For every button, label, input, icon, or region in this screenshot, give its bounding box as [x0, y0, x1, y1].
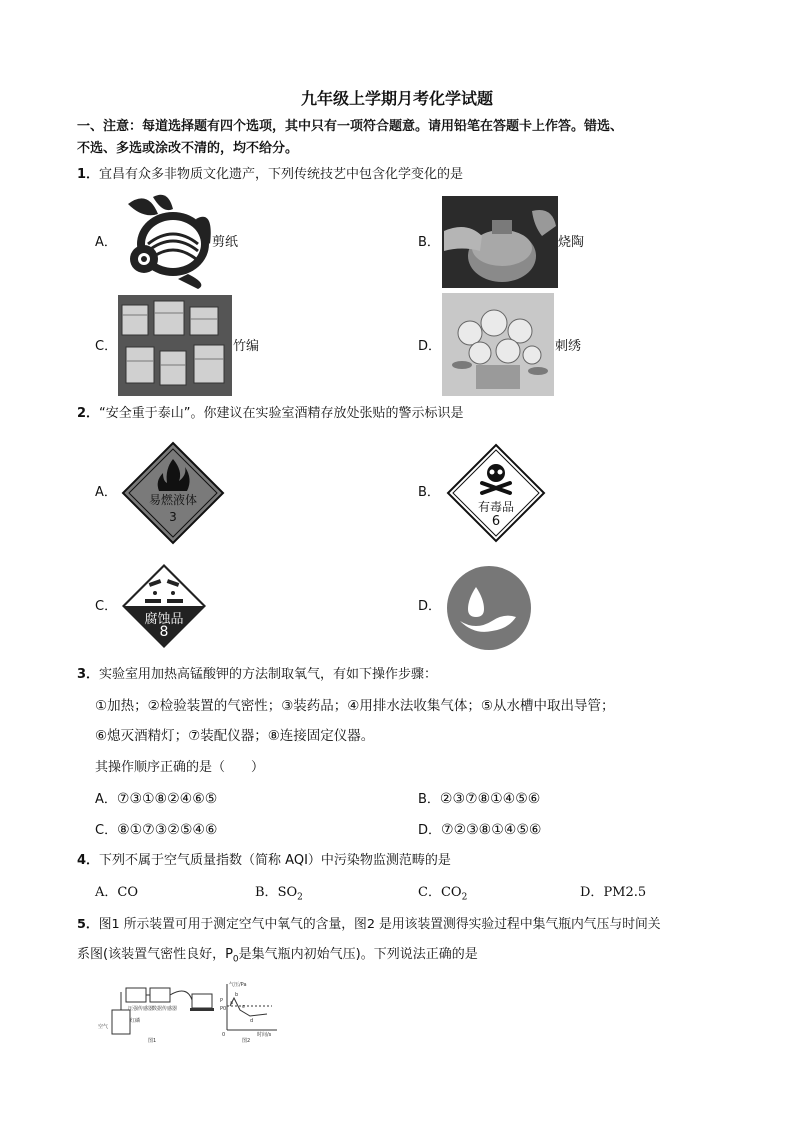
experiment-figure — [92, 980, 282, 1044]
section-instructions-line1: 一、注意：每道选择题有四个选项，其中只有一项符合题意。请用铅笔在答题卡上作答。错选、 — [77, 119, 624, 134]
figure-2-p0: P0 — [220, 1006, 227, 1012]
option-letter-c: C． — [95, 599, 118, 614]
option-text-b: 烧陶 — [558, 235, 585, 250]
question-1-stem — [77, 166, 463, 184]
figure-2-point-b: b — [235, 992, 239, 998]
toxic-code: 6 — [491, 514, 501, 529]
figure-2-point-a: a — [230, 1000, 234, 1006]
embroidery-image — [442, 293, 554, 396]
option-a: A．CO — [95, 885, 138, 900]
corrosive-label: 腐蚀品 — [144, 612, 184, 627]
option-letter-b: B． — [418, 235, 440, 250]
option-letter-a: A． — [95, 235, 117, 250]
figure-label-pressure-sensor: 压强传感器 — [128, 1006, 154, 1012]
flammable-liquid-code: 3 — [169, 510, 177, 524]
option-letter-d: D． — [418, 599, 442, 614]
section-instructions-line2: 不选、多选或涂改不清的，均不给分。 — [77, 141, 299, 156]
option-letter-b: B． — [418, 485, 440, 500]
question-2-stem — [77, 405, 464, 423]
question-text: 图1 所示装置可用于测定空气中氧气的含量，图2 是用该装置测得实验过程中集气瓶内气压与时间关 — [98, 917, 661, 932]
question-text: “安全重于泰山”。你建议在实验室酒精存放处张贴的警示标识是 — [99, 406, 464, 421]
figure-1-caption: 图1 — [148, 1038, 157, 1044]
question-number: 2． — [77, 406, 100, 421]
option-a: A．⑦③①⑧②④⑥⑤ — [95, 791, 218, 807]
pottery-image — [442, 196, 558, 288]
figure-2-xlabel: 时间/s — [257, 1032, 272, 1038]
corrosive-code: 8 — [159, 624, 169, 640]
question-number: 1． — [77, 167, 100, 182]
option-d: D．⑦②③⑧①④⑤⑥ — [418, 822, 542, 838]
figure-2-caption: 图2 — [242, 1038, 251, 1044]
figure-2-p: P — [220, 998, 224, 1004]
question-text: 下列不属于空气质量指数（简称 AQI）中污染物监测范畴的是 — [99, 853, 451, 868]
option-letter-c: C． — [95, 339, 118, 354]
question-3-steps-line1: ①加热；②检验装置的气密性；③装药品；④用排水法收集气体；⑤从水槽中取出导管； — [95, 698, 615, 714]
figure-2-point-c: c — [242, 1004, 245, 1010]
option-letter-d: D． — [418, 339, 442, 354]
page-title: 九年级上学期月考化学试题 — [300, 89, 493, 108]
bamboo-weaving-image — [118, 295, 232, 396]
option-text-a: 剪纸 — [212, 235, 239, 250]
paper-cut-image — [118, 189, 214, 289]
option-text-c: 竹编 — [233, 339, 260, 354]
question-3-stem — [77, 666, 437, 684]
option-b: B．②③⑦⑧①④⑤⑥ — [418, 791, 541, 807]
question-number: 4． — [77, 853, 100, 868]
question-5-line1 — [77, 916, 661, 934]
flammable-liquid-label: 易燃液体 — [148, 493, 197, 507]
option-c: C．$CO_2$ — [418, 885, 468, 903]
question-number: 5． — [77, 917, 99, 932]
figure-label-phosphorus: 红磷 — [130, 1018, 141, 1024]
water-saving-logo — [446, 565, 532, 651]
question-3-ask: 其操作顺序正确的是（ ） — [95, 760, 265, 775]
option-c: C．⑧①⑦③②⑤④⑥ — [95, 822, 218, 838]
option-b: B．$SO_2$ — [255, 885, 303, 903]
option-d: D．PM2.5 — [580, 885, 647, 900]
question-3-steps-line2: ⑥熄灭酒精灯；⑦装配仪器；⑧连接固定仪器。 — [95, 728, 375, 744]
question-number: 3． — [77, 667, 100, 682]
figure-2-point-d: d — [250, 1018, 254, 1024]
figure-2-origin: 0 — [222, 1032, 226, 1038]
question-5-line2: 系图(该装置气密性良好，$P_0$是集气瓶内初始气压)。下列说法正确的是 — [77, 947, 478, 965]
question-text: 实验室用加热高锰酸钾的方法制取氧气，有如下操作步骤： — [99, 667, 438, 682]
toxic-label: 有毒品 — [477, 500, 514, 514]
option-text-d: 刺绣 — [555, 339, 582, 354]
option-letter-a: A． — [95, 485, 117, 500]
figure-label-data-sensor: 数据传感器 — [152, 1006, 178, 1012]
question-text: 宜昌有众多非物质文化遗产，下列传统技艺中包含化学变化的是 — [99, 167, 464, 182]
question-4-stem — [77, 852, 451, 870]
figure-label-air: 空气 — [98, 1024, 109, 1030]
figure-2-ylabel: 气压/Pa — [229, 982, 247, 988]
